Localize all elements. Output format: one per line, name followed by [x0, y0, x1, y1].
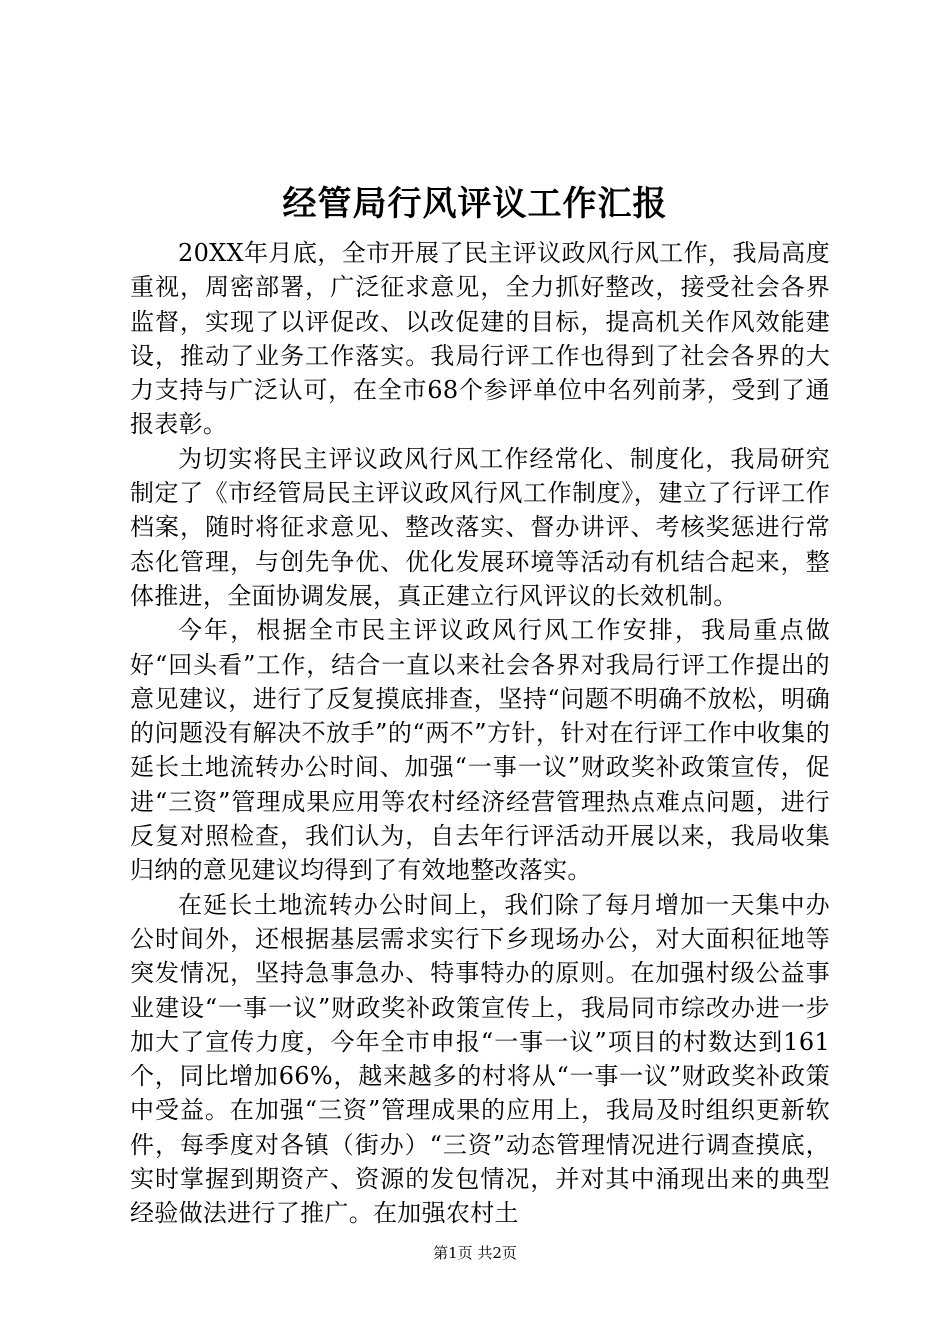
paragraph-2: 为切实将民主评议政风行风工作经常化、制度化，我局研究制定了《市经管局民主评议政风行风工作制度》，建立了行评工作档案，随时将征求意见、整改落实、督办讲评、考核奖惩进行常态化管理，与创先争优、优化发展环境等活动有机结合起来，整体推进，全面协调发展，真正建立行风评议的长效机制。: [130, 444, 830, 610]
document-body: [130, 236, 830, 1231]
paragraph-1: 20XX年月底，全市开展了民主评议政风行风工作，我局高度重视，周密部署，广泛征求意见，全力抓好整改，接受社会各界监督，实现了以评促改、以改促建的目标，提高机关作风效能建设，推动了业务工作落实。我局行评工作也得到了社会各界的大力支持与广泛认可，在全市68个参评单位中名列前茅，受到了通报表彰。: [130, 239, 830, 439]
paragraph-3: 今年，根据全市民主评议政风行风工作安排，我局重点做好“回头看”工作，结合一直以来社会各界对我局行评工作提出的意见建议，进行了反复摸底排查，坚持“问题不明确不放松，明确的问题没有解决不放手”的“两不”方针，针对在行评工作中收集的延长土地流转办公时间、加强“一事一议”财政奖补政策宣传，促进“三资”管理成果应用等农村经济经营管理热点难点问题，进行反复对照检查，我们认为，自去年行评活动开展以来，我局收集归纳的意见建议均得到了有效地整改落实。: [130, 616, 830, 885]
document-title: 经管局行风评议工作汇报: [282, 184, 668, 224]
paragraph-4: 在延长土地流转办公时间上，我们除了每月增加一天集中办公时间外，还根据基层需求实行下乡现场办公，对大面积征地等突发情况，坚持急事急办、特事特办的原则。在加强村级公益事业建设“一事一议”财政奖补政策宣传上，我局同市综改办进一步加大了宣传力度，今年全市申报“一事一议”项目的村数达到161个，同比增加66%，越来越多的村将从“一事一议”财政奖补政策中受益。在加强“三资”管理成果的应用上，我局及时组织更新软件，每季度对各镇（街办）“三资”动态管理情况进行调查摸底，实时掌握到期资产、资源的发包情况，并对其中涌现出来的典型经验做法进行了推广。在加强农村土: [130, 890, 830, 1228]
page-footer: 第1页 共2页: [433, 1244, 517, 1262]
